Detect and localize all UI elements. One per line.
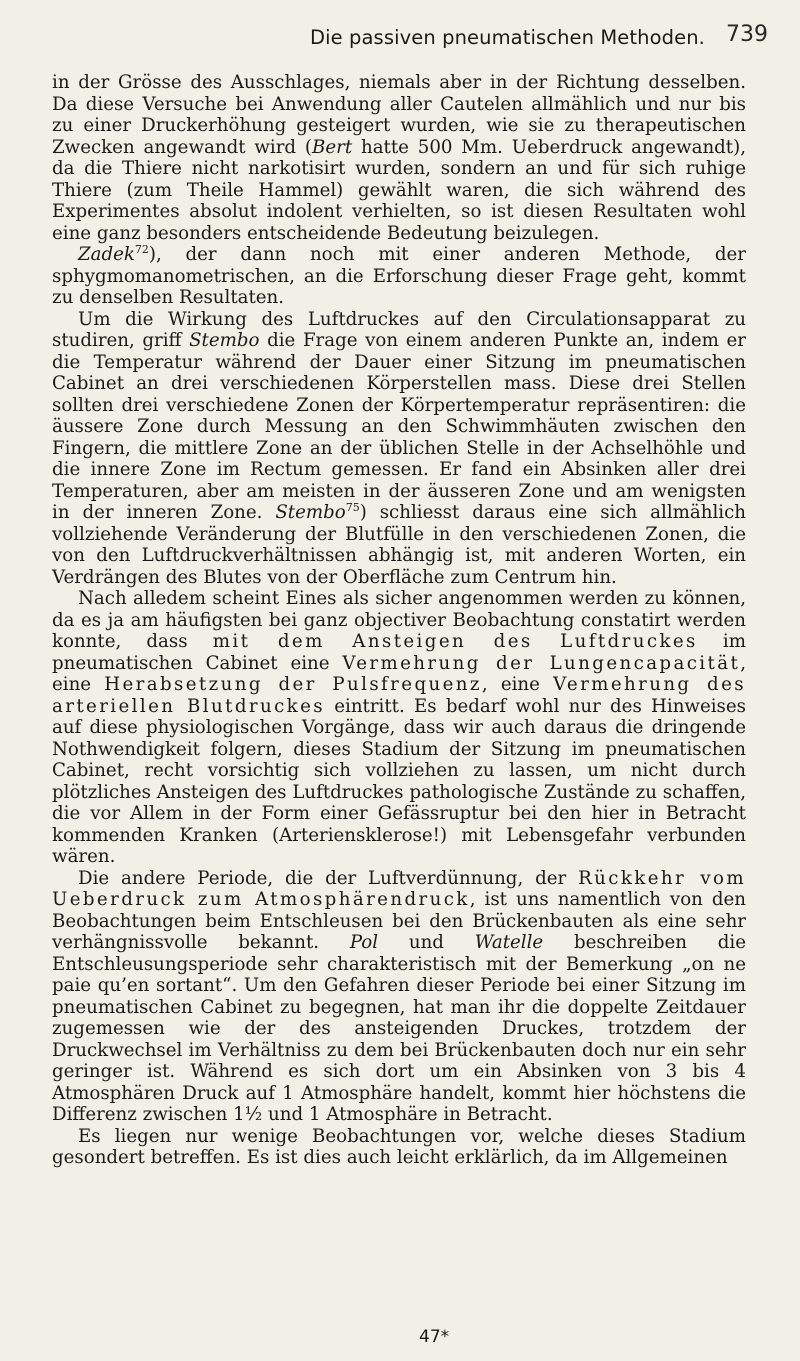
text-run: ) schliesst daraus eine sich allmählich vollziehende Veränderung der Blutfülle in den verschiedenen Zonen, die von den Luftdruckverhältnissen abhängig ist, mit anderen Worten, ein Verdrängen des Blutes von der Oberfläche zum Centrum hin. (52, 502, 746, 588)
spaced-emphasis: Rückkehr vom Ueberdruck zum Atmosphärendruck (52, 867, 746, 910)
text-run: , eine (481, 674, 554, 695)
signature-mark: 47* (419, 1327, 450, 1347)
italic-author-name: Pol (349, 932, 379, 953)
paragraph (52, 244, 746, 309)
italic-author-name: Watelle (474, 932, 544, 953)
italic-author-name: Bert (312, 136, 353, 158)
text-run: Nach alledem scheint Eines als sicher angenommen werden zu können, da es ja am häufigsten bei ganz objectiver Beobachtung constatirt werden konnte, dass (52, 588, 746, 652)
text-run: Um die Wirkung des Luftdruckes auf den Circulationsapparat zu studiren, griff (52, 308, 746, 351)
spaced-emphasis: Vermehrung des arteriellen Blutdruckes (52, 674, 746, 717)
italic-author-name: Stembo (189, 330, 260, 351)
text-run: , eine (52, 652, 746, 695)
page-header (0, 22, 800, 62)
footnote-reference: 75 (345, 500, 360, 514)
text-run: in der Grösse des Ausschlages, niemals aber in der Richtung desselben. Da diese Versuche bei Anwendung aller Cautelen allmählich und nur bis zu einer Druckerhöhung gesteigert wurden, wie sie zu therapeutischen Zwecken angewandt wird ( (52, 72, 746, 158)
paragraph (52, 588, 746, 868)
running-title: Die passiven pneumatischen Methoden. (310, 26, 705, 49)
italic-author-name: Zadek (78, 244, 135, 265)
text-run: und (378, 932, 475, 953)
text-run: beschreiben die Entschleusungsperiode sehr charakteristisch mit der Bemerkung „on ne paie qu’en sortant“. Um den Gefahren dieser Periode bei einer Sitzung im pneumatischen Cabinet zu begegnen, hat man ihr die doppelte Zeitdauer zugemessen wie der des ansteigenden Druckes, trotzdem der Druckwechsel im Verhältniss zu dem bei Brückenbauten doch nur ein sehr geringer ist. Während es sich dort um ein Absinken von 3 bis 4 Atmosphären Druck auf 1 Atmosphäre handelt, kommt hier höchstens die Differenz zwischen 1½ und 1 Atmosphäre in Betracht. (52, 932, 746, 1125)
page-number: 739 (726, 22, 768, 47)
text-run: , ist uns namentlich von den Beobachtungen beim Entschleusen bei den Brückenbauten als eine sehr verhängnissvolle bekannt. (52, 889, 746, 953)
text-run: eintritt. Es bedarf wohl nur des Hinweises auf diese physiologischen Vorgänge, dass wir auch daraus die dringende Nothwendigkeit folgern, dieses Stadium der Sitzung im pneumatischen Cabinet, recht vorsichtig sich vollziehen zu lassen, um nicht durch plötzliches Ansteigen des Luftdruckes pathologische Zustände zu schaffen, die vor Allem in der Form einer Gefässruptur bei den hier in Betracht kommenden Kranken (Arteriensklerose!) mit Lebensgefahr verbunden wären. (52, 695, 746, 867)
spaced-emphasis: mit dem Ansteigen des Luftdruckes (212, 631, 698, 652)
text-run: ), der dann noch mit einer anderen Methode, der sphygmomanometrischen, an die Erforschung dieser Frage geht, kommt zu denselben Resultaten. (52, 244, 746, 308)
paragraph (52, 1126, 746, 1169)
text-run: Die andere Periode, die der Luftverdünnung, der (78, 867, 579, 889)
spaced-emphasis: Vermehrung der Lungencapacität (342, 652, 741, 674)
paragraph (52, 868, 746, 1126)
text-run: hatte 500 Mm. Ueberdruck angewandt), da die Thiere nicht narkotisirt wurden, sondern an und für sich ruhige Thiere (zum Theile Hammel) gewählt waren, die sich während des Experimentes absolut indolent verhielten, so ist diesen Resultaten wohl eine ganz besonders entscheidende Bedeutung beizulegen. (52, 136, 746, 244)
paragraph (52, 72, 746, 244)
body-text (52, 72, 746, 1169)
text-run: im pneumatischen Cabinet eine (52, 631, 746, 674)
italic-author-name: Stembo (275, 502, 346, 523)
text-run: die Frage von einem anderen Punkte an, indem er die Temperatur während der Dauer einer Sitzung im pneumatischen Cabinet an drei verschiedenen Körperstellen mass. Diese drei Stellen sollten drei verschiedene Zonen der Körpertemperatur repräsentiren: die äussere Zone durch Messung an den Schwimmhäuten zwischen den Fingern, die mittlere Zone an der üblichen Stelle in der Achselhöhle und die innere Zone im Rectum gemessen. Er fand ein Absinken aller drei Temperaturen, aber am meisten in der äusseren Zone und am wenigsten in der inneren Zone. (52, 330, 746, 523)
text-run: Es liegen nur wenige Beobachtungen vor, welche dieses Stadium gesondert betreffen. Es ist dies auch leicht erklärlich, da im Allgemeinen (52, 1125, 746, 1168)
footnote-reference: 72 (134, 242, 149, 256)
paragraph (52, 309, 746, 589)
spaced-emphasis: Herabsetzung der Pulsfrequenz (104, 674, 482, 695)
